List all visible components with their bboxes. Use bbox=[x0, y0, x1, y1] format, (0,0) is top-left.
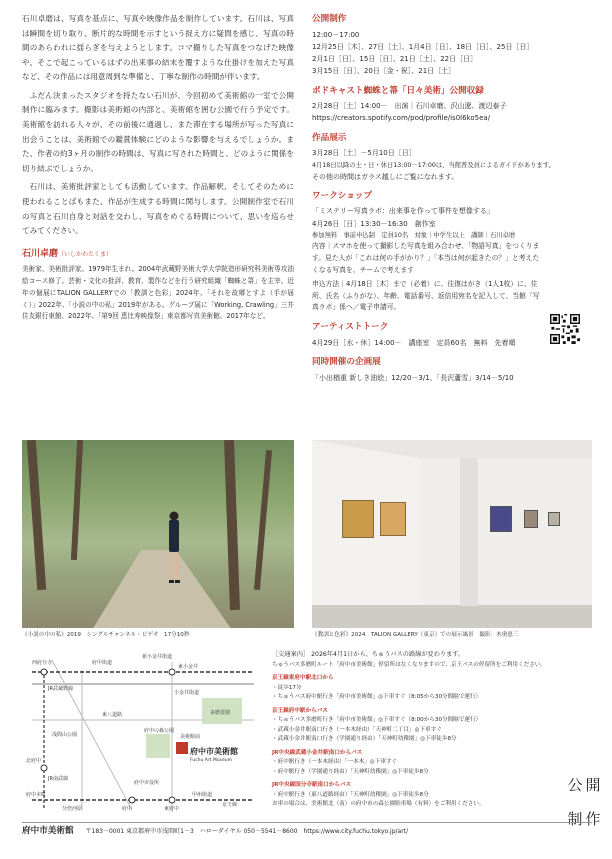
tree-trunk bbox=[254, 450, 272, 590]
schedule-time: 12:00－17:00 bbox=[312, 30, 360, 39]
map-label: JR武蔵野線 bbox=[48, 686, 73, 692]
concurrent-title: 同時開催の企画展 bbox=[312, 357, 381, 368]
access-note: ちゅうバス多磨町ルート「府中市美術館」停留所はなくなりますので、京王バスの停留所をご利用ください。 bbox=[272, 661, 546, 668]
podcast-title: ポドキャスト蜘蛛と箒「日々美術」公開収録 bbox=[312, 85, 484, 96]
kokai-seisaku-logo bbox=[566, 772, 602, 832]
schedule-title: 公開制作 bbox=[312, 14, 347, 24]
photo2-caption: 《教訓と色彩》2024 TALION GALLERY（東京）での展示風景 撮影：木奥恵三 bbox=[312, 632, 519, 638]
access-item: ・徒歩17分 bbox=[272, 684, 302, 691]
map-label: 東小金井 bbox=[178, 664, 199, 670]
artwork-photo bbox=[524, 510, 538, 528]
photo-woman-in-park bbox=[22, 440, 294, 628]
tree-trunk bbox=[27, 440, 46, 590]
map-label: 浅間山公園 bbox=[52, 732, 78, 738]
tree-trunk bbox=[71, 440, 83, 560]
logo-glyph: 開 bbox=[585, 776, 601, 794]
gallery-wall-back bbox=[422, 458, 592, 608]
access-item: お車の場合は、美術館北（南）の府中市の森公園駐車場（有料）をご利用ください。 bbox=[272, 801, 485, 808]
map-label: 府中 bbox=[122, 806, 133, 812]
footer bbox=[22, 824, 602, 839]
map-label: 小金井街道 bbox=[174, 690, 200, 696]
footer-museum-name: 府中市美術館 bbox=[22, 826, 74, 836]
access-item: ・ちゅうバス多磨町行き「府中市美術館」◎下車すぐ（8:00から30分間隔で運行） bbox=[272, 717, 482, 724]
gallery-pillar bbox=[460, 458, 478, 606]
access-item: ・府中駅行き（一本木経由）「一本木」◎下車すぐ bbox=[272, 759, 398, 766]
artwork-photo bbox=[490, 506, 512, 532]
map-label: 東八道路 bbox=[102, 712, 123, 718]
footer-divider bbox=[22, 822, 592, 823]
map-label: 新小金井街道 bbox=[142, 654, 173, 660]
qr-code-icon[interactable] bbox=[550, 314, 580, 344]
podcast-url[interactable]: https://creators.spotify.com/pod/profile/is0l6ko5ea/ bbox=[312, 114, 491, 123]
logo-glyph: 作 bbox=[585, 810, 601, 828]
schedule-line-2: 2月1日［日］、15日［日］、21日［土］、22日［日］ bbox=[312, 55, 478, 64]
schedule-line-1: 12月25日［木］、27日［土］、1月4日［日］、18日［日］、25日［日］ bbox=[312, 42, 534, 51]
access-item: ・府中駅行き（学園通り経由）「天神町幼稚園」◎下車徒歩8分 bbox=[272, 768, 429, 775]
footer-address[interactable]: 〒183－0001 東京都府中市浅間町1－3 ハローダイヤル 050－5541－8600 https://www.city.fuchu.tokyo.jp/art/ bbox=[85, 828, 409, 835]
person-figure bbox=[164, 510, 184, 588]
intro-paragraph-2: ふだん決まったスタジオを持たない石川が、今回初めて美術館の一室で公開制作に臨みます。撮影は美術館の内部と、美術館を囲む公園で行う予定です。美術館を訪れる人々が、その前後に通過し、また滞在する場所が写った写真に出会うことは、美術館での鑑賞体験にどのような影響を与えるでしょうか。また、作者の約3ヶ月の制作の時間は、写真に写された時間と、どのように関係を切り結ぶでしょうか。 bbox=[22, 90, 294, 173]
workshop-apply: 申込方法｜4月18日［木］まで（必着）に、往復はがき（1人1枚）に、住所、氏名（ふりがな）、年齢、電話番号、返信用宛名を記入して、当館「写真ラボ」係へ／電子申請可。 bbox=[312, 279, 540, 312]
logo-glyph: 制 bbox=[567, 810, 583, 828]
access-info bbox=[272, 650, 572, 810]
access-section-title: JR中央線武蔵小金井駅南口からバス bbox=[272, 749, 363, 756]
workshop-description: 内容｜スマホを使って撮影した写真を組み合わせ、「物語写真」をつくります。見た人が「これは何の手がかり？」「本当は何が起きたの？」と考えたくなる写真を、チームで考えます bbox=[312, 241, 540, 274]
map-label: 西府分寺 bbox=[32, 660, 53, 666]
artist-bio: 美術家、美術批評家。1979年生まれ。2004年武蔵野美術大学大学院造形研究科美術専攻油絵コース修了。芸術・文化の批評、教育、製作などを行う研究組織「蜘蛛と箒」を主宰。近年の個展にTALION GALLERYでの「教訓と色彩」2024年、「それを故郷とすよ（手が届く）」2022年、「小説の中の私」2019年がある。グループ展に「Working, Crawling」三井住友銀行東館、2022年、「第9回 恵比寿映像祭」東京都写真美術館、2017年など。 bbox=[22, 264, 294, 321]
artwork-photo bbox=[380, 502, 406, 536]
workshop-conditions: 参加無料 事前申込制 定員10名 対象｜中学生以上 講師｜石川卓磨 bbox=[312, 231, 516, 239]
workshop-title: ワークショップ bbox=[312, 190, 372, 201]
access-section-title: 京王線府中駅からバス bbox=[272, 707, 328, 714]
exhibition-line-3: その他の時間はガラス越しにご覧になれます。 bbox=[312, 172, 459, 181]
talk-line: 4月29日［水・休］14:00－ 講座室 定員60名 無料 先着順 bbox=[312, 338, 516, 347]
access-item: ・府中駅行き（東八道路経由）「天神町幼稚園」◎下車徒歩8分 bbox=[272, 791, 429, 798]
podcast-line: 2月28日［土］14:00－ 出演｜石川卓磨、沢山遼、渡辺泰子 bbox=[312, 102, 507, 111]
exhibition-title: 作品展示 bbox=[312, 132, 347, 143]
tree-trunk bbox=[224, 440, 240, 610]
map-label: 京王線 bbox=[222, 802, 238, 808]
logo-glyph: 公 bbox=[567, 776, 583, 794]
intro-paragraph-1: 石川卓磨は、写真を基点に、写真や映像作品を制作しています。石川は、写真は瞬間を切り取り、断片的な時間を示すという捉え方に疑問を感じ、写真の時間のあらわれに揺らぎを与えようとします。コマ撮りした写真をつなげた映像や、そこで起こっているはずの出来事の結末を覆すような仕掛けを加えた写真など、その作品には用意周到な準備と、丁寧な制作の時間が伴います。 bbox=[22, 14, 294, 82]
park-path bbox=[92, 550, 232, 628]
exhibition-line-1: 3月28日［土］－5月10日［日］ bbox=[312, 149, 416, 158]
map-label: 北府中 bbox=[26, 758, 42, 764]
map-label: 美術館前 bbox=[180, 734, 201, 740]
workshop-name: 「ミステリー写真ラボ：出来事を作って事件を想像する」 bbox=[312, 207, 494, 216]
map-label: JR南武線 bbox=[48, 776, 68, 782]
artwork-photo bbox=[548, 512, 560, 526]
access-header: ［交通案内］ 2026年4月1日から、ちゅうバスの路線が変わります。 bbox=[272, 651, 465, 658]
gallery-floor bbox=[312, 605, 592, 628]
map-museum-label: 府中市美術館 bbox=[190, 747, 238, 756]
map-label: 東府中 bbox=[164, 806, 180, 812]
map-label: 多磨霊園 bbox=[210, 710, 231, 716]
access-section-title: 京王線東府中駅北口から bbox=[272, 675, 334, 682]
intro-paragraph-3: 石川は、美術批評家としても活動しています。作品解釈、そしてそのために使われることばもまた、作品が生成する時間に関与します。公開制作室で石川の写真と石川自身と対話を交わし、写真をめぐる時間について、思いを巡らせてみてください。 bbox=[22, 182, 294, 236]
photo-gallery-installation bbox=[312, 440, 592, 628]
map-label: 府中市役所 bbox=[134, 780, 160, 786]
map-label: 府中の森公園 bbox=[144, 728, 175, 734]
artwork-photo bbox=[342, 500, 374, 538]
map-label: 府中本町 bbox=[26, 792, 47, 798]
access-section-title: JR中央線国分寺駅南口からバス bbox=[272, 782, 352, 789]
talk-title: アーティストトーク bbox=[312, 322, 389, 333]
map-label: 分倍河原 bbox=[62, 806, 83, 812]
intro-column bbox=[22, 12, 294, 323]
access-item: ・ちゅうバス府中駅行き「府中市美術館」◎下車すぐ（8:05から30分間隔で運行） bbox=[272, 694, 482, 701]
artist-name bbox=[22, 247, 294, 262]
map-museum-en: Fuchu Art Museum bbox=[190, 758, 233, 763]
exhibition-line-2: 4月18日以降の土・日・休日13:00－17:00は、当館普及員によるガイドがあります。 bbox=[312, 161, 555, 169]
access-item: ・武蔵小金井駅南口行き（学園通り経由）「天神町幼稚園」◎下車徒歩8分 bbox=[272, 736, 457, 743]
map-label: 甲州街道 bbox=[192, 792, 213, 798]
photo1-caption: 《小説の中の私》2019 シングルチャンネル・ビデオ 17分10秒 bbox=[22, 632, 190, 638]
artist-name-text: 石川卓磨 bbox=[22, 248, 59, 259]
access-item: ・武蔵小金井駅南口行き（一本木経由）「天神町二丁目」◎下車すぐ bbox=[272, 726, 442, 733]
workshop-date: 4月26日［日］13:30－16:30 創作室 bbox=[312, 219, 436, 228]
concurrent-line: 「小出楢重 新しき油絵」12/20－3/1、「長沢蘆雪」3/14－5/10 bbox=[312, 373, 514, 382]
map-label: 府中街道 bbox=[92, 660, 113, 666]
schedule-line-3: 3月15日［日］、20日［金・祝］、21日［土］ bbox=[312, 67, 456, 76]
artist-name-reading: （いしかわたくま） bbox=[58, 250, 113, 258]
access-map[interactable] bbox=[22, 650, 264, 820]
